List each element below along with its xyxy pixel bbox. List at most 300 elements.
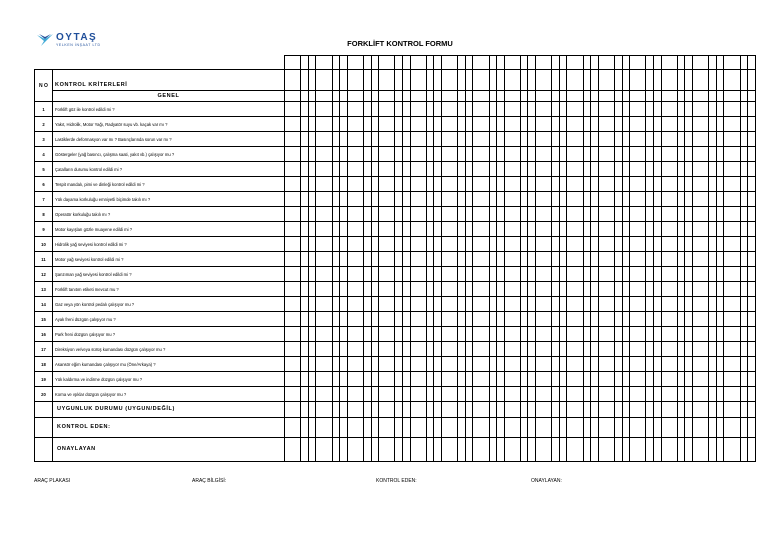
criteria-check-cell[interactable] xyxy=(410,372,426,387)
criteria-check-cell[interactable] xyxy=(316,102,332,117)
criteria-check-cell[interactable] xyxy=(371,252,379,267)
header-check-cell[interactable] xyxy=(709,70,717,91)
criteria-check-cell[interactable] xyxy=(653,357,661,372)
criteria-check-cell[interactable] xyxy=(598,132,614,147)
footer-check-cell[interactable] xyxy=(552,438,560,462)
criteria-check-cell[interactable] xyxy=(458,222,466,237)
criteria-check-cell[interactable] xyxy=(740,132,748,147)
footer-check-cell[interactable] xyxy=(528,438,536,462)
criteria-check-cell[interactable] xyxy=(716,207,724,222)
criteria-check-cell[interactable] xyxy=(308,327,316,342)
criteria-check-cell[interactable] xyxy=(340,282,348,297)
criteria-check-cell[interactable] xyxy=(685,312,693,327)
criteria-check-cell[interactable] xyxy=(489,267,497,282)
criteria-check-cell[interactable] xyxy=(583,222,591,237)
footer-check-cell[interactable] xyxy=(316,418,332,438)
criteria-check-cell[interactable] xyxy=(434,357,442,372)
criteria-check-cell[interactable] xyxy=(395,192,403,207)
criteria-check-cell[interactable] xyxy=(646,252,654,267)
criteria-check-cell[interactable] xyxy=(630,267,646,282)
top-check-cell[interactable] xyxy=(301,56,309,70)
criteria-check-cell[interactable] xyxy=(285,297,301,312)
header-check-cell[interactable] xyxy=(536,70,552,91)
criteria-check-cell[interactable] xyxy=(748,252,756,267)
header-check-cell[interactable] xyxy=(724,70,740,91)
section-check-cell[interactable] xyxy=(332,91,340,102)
criteria-check-cell[interactable] xyxy=(559,282,567,297)
criteria-check-cell[interactable] xyxy=(591,162,599,177)
criteria-check-cell[interactable] xyxy=(677,297,685,312)
criteria-check-cell[interactable] xyxy=(347,342,363,357)
criteria-check-cell[interactable] xyxy=(598,117,614,132)
criteria-check-cell[interactable] xyxy=(583,387,591,402)
criteria-check-cell[interactable] xyxy=(583,102,591,117)
section-check-cell[interactable] xyxy=(434,91,442,102)
footer-check-cell[interactable] xyxy=(692,438,708,462)
criteria-check-cell[interactable] xyxy=(598,357,614,372)
footer-check-cell[interactable] xyxy=(308,402,316,418)
criteria-check-cell[interactable] xyxy=(489,357,497,372)
criteria-check-cell[interactable] xyxy=(308,117,316,132)
footer-check-cell[interactable] xyxy=(489,402,497,418)
criteria-check-cell[interactable] xyxy=(497,117,505,132)
criteria-check-cell[interactable] xyxy=(630,192,646,207)
criteria-check-cell[interactable] xyxy=(434,147,442,162)
criteria-check-cell[interactable] xyxy=(598,327,614,342)
criteria-check-cell[interactable] xyxy=(630,132,646,147)
section-check-cell[interactable] xyxy=(410,91,426,102)
criteria-check-cell[interactable] xyxy=(458,267,466,282)
criteria-check-cell[interactable] xyxy=(316,222,332,237)
criteria-check-cell[interactable] xyxy=(395,252,403,267)
criteria-check-cell[interactable] xyxy=(316,372,332,387)
criteria-check-cell[interactable] xyxy=(473,117,489,132)
criteria-check-cell[interactable] xyxy=(630,282,646,297)
criteria-check-cell[interactable] xyxy=(379,147,395,162)
criteria-check-cell[interactable] xyxy=(716,387,724,402)
criteria-check-cell[interactable] xyxy=(559,387,567,402)
criteria-check-cell[interactable] xyxy=(724,252,740,267)
criteria-check-cell[interactable] xyxy=(520,297,528,312)
criteria-check-cell[interactable] xyxy=(458,207,466,222)
criteria-check-cell[interactable] xyxy=(434,132,442,147)
criteria-check-cell[interactable] xyxy=(536,327,552,342)
criteria-check-cell[interactable] xyxy=(379,102,395,117)
criteria-check-cell[interactable] xyxy=(379,342,395,357)
criteria-check-cell[interactable] xyxy=(316,282,332,297)
criteria-check-cell[interactable] xyxy=(520,192,528,207)
criteria-check-cell[interactable] xyxy=(426,237,434,252)
criteria-check-cell[interactable] xyxy=(536,132,552,147)
criteria-check-cell[interactable] xyxy=(646,237,654,252)
criteria-check-cell[interactable] xyxy=(653,387,661,402)
criteria-check-cell[interactable] xyxy=(497,387,505,402)
footer-check-cell[interactable] xyxy=(622,418,630,438)
criteria-check-cell[interactable] xyxy=(661,372,677,387)
criteria-check-cell[interactable] xyxy=(748,267,756,282)
criteria-check-cell[interactable] xyxy=(552,267,560,282)
criteria-check-cell[interactable] xyxy=(332,207,340,222)
criteria-check-cell[interactable] xyxy=(528,177,536,192)
criteria-check-cell[interactable] xyxy=(402,162,410,177)
criteria-check-cell[interactable] xyxy=(528,297,536,312)
criteria-check-cell[interactable] xyxy=(426,222,434,237)
criteria-check-cell[interactable] xyxy=(504,387,520,402)
criteria-check-cell[interactable] xyxy=(685,207,693,222)
footer-check-cell[interactable] xyxy=(332,418,340,438)
top-check-cell[interactable] xyxy=(434,56,442,70)
criteria-check-cell[interactable] xyxy=(630,252,646,267)
footer-check-cell[interactable] xyxy=(724,402,740,418)
criteria-check-cell[interactable] xyxy=(748,117,756,132)
criteria-check-cell[interactable] xyxy=(552,252,560,267)
criteria-check-cell[interactable] xyxy=(379,132,395,147)
criteria-check-cell[interactable] xyxy=(441,387,457,402)
criteria-check-cell[interactable] xyxy=(489,192,497,207)
criteria-check-cell[interactable] xyxy=(371,342,379,357)
criteria-check-cell[interactable] xyxy=(520,147,528,162)
criteria-check-cell[interactable] xyxy=(395,312,403,327)
criteria-check-cell[interactable] xyxy=(653,237,661,252)
footer-check-cell[interactable] xyxy=(685,438,693,462)
criteria-check-cell[interactable] xyxy=(379,387,395,402)
criteria-check-cell[interactable] xyxy=(748,372,756,387)
criteria-check-cell[interactable] xyxy=(402,237,410,252)
criteria-check-cell[interactable] xyxy=(340,312,348,327)
criteria-check-cell[interactable] xyxy=(434,267,442,282)
footer-check-cell[interactable] xyxy=(308,418,316,438)
criteria-check-cell[interactable] xyxy=(402,372,410,387)
criteria-check-cell[interactable] xyxy=(677,282,685,297)
criteria-check-cell[interactable] xyxy=(591,102,599,117)
criteria-check-cell[interactable] xyxy=(661,222,677,237)
criteria-check-cell[interactable] xyxy=(740,387,748,402)
criteria-check-cell[interactable] xyxy=(489,102,497,117)
criteria-check-cell[interactable] xyxy=(567,387,583,402)
criteria-check-cell[interactable] xyxy=(709,312,717,327)
criteria-check-cell[interactable] xyxy=(497,147,505,162)
criteria-check-cell[interactable] xyxy=(316,297,332,312)
criteria-check-cell[interactable] xyxy=(630,117,646,132)
criteria-check-cell[interactable] xyxy=(364,207,372,222)
criteria-check-cell[interactable] xyxy=(716,192,724,207)
criteria-check-cell[interactable] xyxy=(402,192,410,207)
footer-check-cell[interactable] xyxy=(646,402,654,418)
criteria-check-cell[interactable] xyxy=(504,192,520,207)
criteria-check-cell[interactable] xyxy=(677,162,685,177)
criteria-check-cell[interactable] xyxy=(395,297,403,312)
footer-check-cell[interactable] xyxy=(395,438,403,462)
criteria-check-cell[interactable] xyxy=(552,207,560,222)
footer-check-cell[interactable] xyxy=(301,402,309,418)
header-check-cell[interactable] xyxy=(685,70,693,91)
criteria-check-cell[interactable] xyxy=(740,297,748,312)
criteria-check-cell[interactable] xyxy=(552,297,560,312)
criteria-check-cell[interactable] xyxy=(709,252,717,267)
criteria-check-cell[interactable] xyxy=(504,312,520,327)
criteria-check-cell[interactable] xyxy=(630,177,646,192)
criteria-check-cell[interactable] xyxy=(347,147,363,162)
footer-check-cell[interactable] xyxy=(661,402,677,418)
criteria-check-cell[interactable] xyxy=(340,132,348,147)
criteria-check-cell[interactable] xyxy=(316,327,332,342)
section-check-cell[interactable] xyxy=(630,91,646,102)
criteria-check-cell[interactable] xyxy=(653,282,661,297)
top-check-cell[interactable] xyxy=(308,56,316,70)
criteria-check-cell[interactable] xyxy=(622,282,630,297)
footer-check-cell[interactable] xyxy=(473,418,489,438)
footer-check-cell[interactable] xyxy=(465,438,473,462)
footer-check-cell[interactable] xyxy=(308,438,316,462)
criteria-check-cell[interactable] xyxy=(677,207,685,222)
criteria-check-cell[interactable] xyxy=(567,297,583,312)
criteria-check-cell[interactable] xyxy=(473,342,489,357)
criteria-check-cell[interactable] xyxy=(692,102,708,117)
criteria-check-cell[interactable] xyxy=(598,342,614,357)
criteria-check-cell[interactable] xyxy=(528,162,536,177)
criteria-check-cell[interactable] xyxy=(740,312,748,327)
criteria-check-cell[interactable] xyxy=(458,237,466,252)
criteria-check-cell[interactable] xyxy=(395,162,403,177)
criteria-check-cell[interactable] xyxy=(598,222,614,237)
criteria-check-cell[interactable] xyxy=(559,207,567,222)
criteria-check-cell[interactable] xyxy=(559,177,567,192)
section-check-cell[interactable] xyxy=(364,91,372,102)
criteria-check-cell[interactable] xyxy=(740,117,748,132)
criteria-check-cell[interactable] xyxy=(552,117,560,132)
criteria-check-cell[interactable] xyxy=(661,162,677,177)
criteria-check-cell[interactable] xyxy=(552,357,560,372)
criteria-check-cell[interactable] xyxy=(692,132,708,147)
footer-check-cell[interactable] xyxy=(598,438,614,462)
criteria-check-cell[interactable] xyxy=(308,102,316,117)
criteria-check-cell[interactable] xyxy=(536,342,552,357)
criteria-check-cell[interactable] xyxy=(426,297,434,312)
criteria-check-cell[interactable] xyxy=(410,117,426,132)
footer-check-cell[interactable] xyxy=(504,402,520,418)
criteria-check-cell[interactable] xyxy=(567,207,583,222)
section-check-cell[interactable] xyxy=(528,91,536,102)
criteria-check-cell[interactable] xyxy=(465,132,473,147)
criteria-check-cell[interactable] xyxy=(347,267,363,282)
criteria-check-cell[interactable] xyxy=(661,207,677,222)
criteria-check-cell[interactable] xyxy=(489,252,497,267)
criteria-check-cell[interactable] xyxy=(426,147,434,162)
criteria-check-cell[interactable] xyxy=(473,387,489,402)
criteria-check-cell[interactable] xyxy=(465,372,473,387)
section-check-cell[interactable] xyxy=(316,91,332,102)
footer-check-cell[interactable] xyxy=(340,418,348,438)
criteria-check-cell[interactable] xyxy=(692,162,708,177)
criteria-check-cell[interactable] xyxy=(379,162,395,177)
footer-check-cell[interactable] xyxy=(497,438,505,462)
criteria-check-cell[interactable] xyxy=(316,342,332,357)
criteria-check-cell[interactable] xyxy=(458,342,466,357)
criteria-check-cell[interactable] xyxy=(583,207,591,222)
criteria-check-cell[interactable] xyxy=(692,387,708,402)
criteria-check-cell[interactable] xyxy=(458,327,466,342)
criteria-check-cell[interactable] xyxy=(308,207,316,222)
criteria-check-cell[interactable] xyxy=(615,222,623,237)
footer-check-cell[interactable] xyxy=(458,438,466,462)
footer-check-cell[interactable] xyxy=(528,402,536,418)
footer-check-cell[interactable] xyxy=(340,438,348,462)
header-check-cell[interactable] xyxy=(591,70,599,91)
footer-check-cell[interactable] xyxy=(426,418,434,438)
top-check-cell[interactable] xyxy=(340,56,348,70)
criteria-check-cell[interactable] xyxy=(504,162,520,177)
criteria-check-cell[interactable] xyxy=(364,342,372,357)
criteria-check-cell[interactable] xyxy=(622,162,630,177)
criteria-check-cell[interactable] xyxy=(347,312,363,327)
criteria-check-cell[interactable] xyxy=(285,147,301,162)
criteria-check-cell[interactable] xyxy=(402,357,410,372)
criteria-check-cell[interactable] xyxy=(371,297,379,312)
criteria-check-cell[interactable] xyxy=(441,327,457,342)
criteria-check-cell[interactable] xyxy=(402,342,410,357)
section-check-cell[interactable] xyxy=(497,91,505,102)
criteria-check-cell[interactable] xyxy=(567,177,583,192)
criteria-check-cell[interactable] xyxy=(410,192,426,207)
criteria-check-cell[interactable] xyxy=(473,222,489,237)
criteria-check-cell[interactable] xyxy=(426,312,434,327)
criteria-check-cell[interactable] xyxy=(740,222,748,237)
criteria-check-cell[interactable] xyxy=(583,117,591,132)
criteria-check-cell[interactable] xyxy=(646,117,654,132)
footer-check-cell[interactable] xyxy=(748,418,756,438)
criteria-check-cell[interactable] xyxy=(598,147,614,162)
criteria-check-cell[interactable] xyxy=(615,357,623,372)
criteria-check-cell[interactable] xyxy=(402,177,410,192)
criteria-check-cell[interactable] xyxy=(285,387,301,402)
section-check-cell[interactable] xyxy=(379,91,395,102)
criteria-check-cell[interactable] xyxy=(347,372,363,387)
criteria-check-cell[interactable] xyxy=(646,207,654,222)
criteria-check-cell[interactable] xyxy=(591,237,599,252)
criteria-check-cell[interactable] xyxy=(364,177,372,192)
criteria-check-cell[interactable] xyxy=(426,177,434,192)
criteria-check-cell[interactable] xyxy=(528,132,536,147)
criteria-check-cell[interactable] xyxy=(653,297,661,312)
criteria-check-cell[interactable] xyxy=(340,222,348,237)
footer-check-cell[interactable] xyxy=(364,438,372,462)
criteria-check-cell[interactable] xyxy=(441,267,457,282)
criteria-check-cell[interactable] xyxy=(347,327,363,342)
criteria-check-cell[interactable] xyxy=(489,147,497,162)
criteria-check-cell[interactable] xyxy=(489,372,497,387)
criteria-check-cell[interactable] xyxy=(591,312,599,327)
criteria-check-cell[interactable] xyxy=(458,102,466,117)
criteria-check-cell[interactable] xyxy=(615,312,623,327)
criteria-check-cell[interactable] xyxy=(709,372,717,387)
criteria-check-cell[interactable] xyxy=(661,327,677,342)
footer-check-cell[interactable] xyxy=(285,402,301,418)
criteria-check-cell[interactable] xyxy=(347,282,363,297)
criteria-check-cell[interactable] xyxy=(332,372,340,387)
section-check-cell[interactable] xyxy=(301,91,309,102)
criteria-check-cell[interactable] xyxy=(410,207,426,222)
criteria-check-cell[interactable] xyxy=(528,102,536,117)
criteria-check-cell[interactable] xyxy=(316,357,332,372)
header-check-cell[interactable] xyxy=(692,70,708,91)
criteria-check-cell[interactable] xyxy=(465,297,473,312)
criteria-check-cell[interactable] xyxy=(347,117,363,132)
criteria-check-cell[interactable] xyxy=(622,222,630,237)
criteria-check-cell[interactable] xyxy=(622,357,630,372)
criteria-check-cell[interactable] xyxy=(685,357,693,372)
footer-check-cell[interactable] xyxy=(347,438,363,462)
criteria-check-cell[interactable] xyxy=(552,147,560,162)
criteria-check-cell[interactable] xyxy=(740,252,748,267)
criteria-check-cell[interactable] xyxy=(364,102,372,117)
criteria-check-cell[interactable] xyxy=(740,282,748,297)
criteria-check-cell[interactable] xyxy=(497,237,505,252)
criteria-check-cell[interactable] xyxy=(410,162,426,177)
footer-check-cell[interactable] xyxy=(661,418,677,438)
footer-check-cell[interactable] xyxy=(567,402,583,418)
criteria-check-cell[interactable] xyxy=(630,342,646,357)
criteria-check-cell[interactable] xyxy=(332,192,340,207)
criteria-check-cell[interactable] xyxy=(536,357,552,372)
criteria-check-cell[interactable] xyxy=(646,147,654,162)
criteria-check-cell[interactable] xyxy=(402,147,410,162)
criteria-check-cell[interactable] xyxy=(340,237,348,252)
footer-check-cell[interactable] xyxy=(748,438,756,462)
section-check-cell[interactable] xyxy=(677,91,685,102)
criteria-check-cell[interactable] xyxy=(692,357,708,372)
criteria-check-cell[interactable] xyxy=(685,327,693,342)
criteria-check-cell[interactable] xyxy=(473,252,489,267)
header-check-cell[interactable] xyxy=(661,70,677,91)
criteria-check-cell[interactable] xyxy=(748,162,756,177)
header-check-cell[interactable] xyxy=(528,70,536,91)
criteria-check-cell[interactable] xyxy=(661,297,677,312)
footer-check-cell[interactable] xyxy=(332,402,340,418)
criteria-check-cell[interactable] xyxy=(724,177,740,192)
criteria-check-cell[interactable] xyxy=(402,117,410,132)
section-check-cell[interactable] xyxy=(622,91,630,102)
criteria-check-cell[interactable] xyxy=(371,207,379,222)
header-check-cell[interactable] xyxy=(748,70,756,91)
criteria-check-cell[interactable] xyxy=(748,297,756,312)
header-check-cell[interactable] xyxy=(630,70,646,91)
criteria-check-cell[interactable] xyxy=(504,207,520,222)
criteria-check-cell[interactable] xyxy=(646,267,654,282)
criteria-check-cell[interactable] xyxy=(285,237,301,252)
criteria-check-cell[interactable] xyxy=(402,267,410,282)
criteria-check-cell[interactable] xyxy=(748,192,756,207)
criteria-check-cell[interactable] xyxy=(685,267,693,282)
footer-check-cell[interactable] xyxy=(371,438,379,462)
criteria-check-cell[interactable] xyxy=(395,177,403,192)
criteria-check-cell[interactable] xyxy=(528,342,536,357)
criteria-check-cell[interactable] xyxy=(528,237,536,252)
header-check-cell[interactable] xyxy=(426,70,434,91)
criteria-check-cell[interactable] xyxy=(622,387,630,402)
criteria-check-cell[interactable] xyxy=(465,267,473,282)
criteria-check-cell[interactable] xyxy=(622,177,630,192)
criteria-check-cell[interactable] xyxy=(308,297,316,312)
criteria-check-cell[interactable] xyxy=(426,102,434,117)
header-check-cell[interactable] xyxy=(458,70,466,91)
criteria-check-cell[interactable] xyxy=(536,147,552,162)
criteria-check-cell[interactable] xyxy=(458,162,466,177)
criteria-check-cell[interactable] xyxy=(364,282,372,297)
criteria-check-cell[interactable] xyxy=(285,162,301,177)
criteria-check-cell[interactable] xyxy=(364,312,372,327)
criteria-check-cell[interactable] xyxy=(709,237,717,252)
criteria-check-cell[interactable] xyxy=(552,342,560,357)
